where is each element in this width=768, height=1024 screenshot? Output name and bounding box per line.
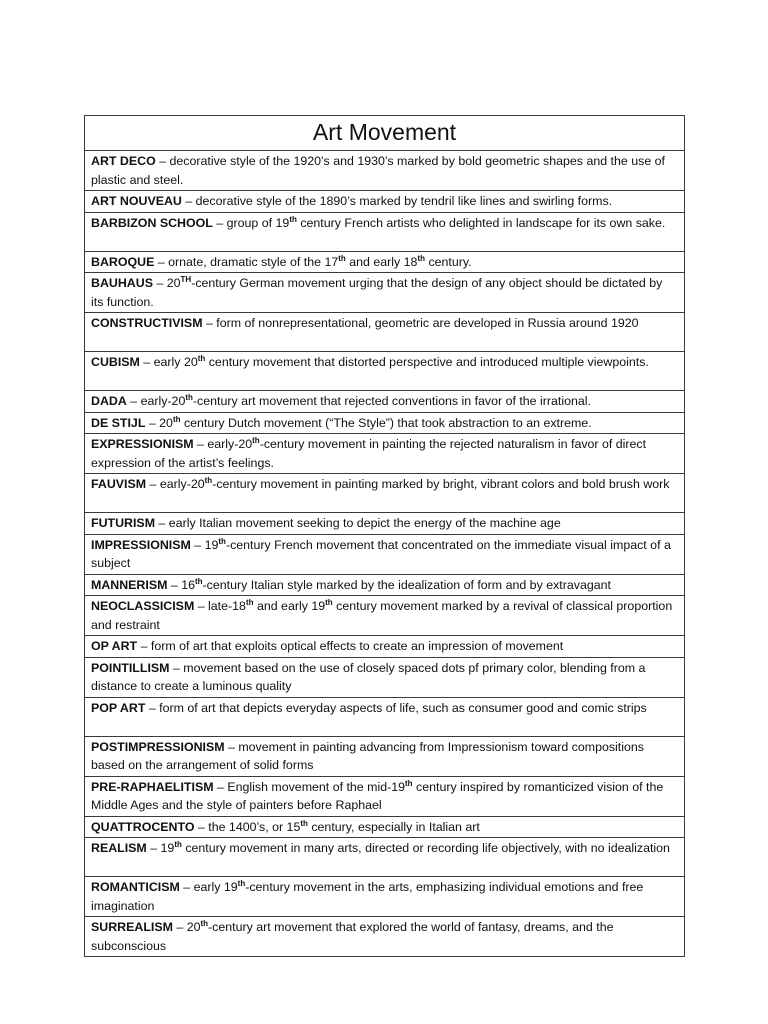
table-row [85, 391, 685, 413]
movement-definition: – 16th-century Italian style marked by the idealization of form and by extravagant [167, 576, 611, 592]
movement-term: QUATTROCENTO [91, 819, 195, 834]
movement-term: ROMANTICISM [91, 880, 180, 894]
movement-term: NEOCLASSICISM [91, 599, 195, 613]
movement-term: POINTILLISM [91, 660, 170, 675]
ordinal-superscript: th [194, 576, 203, 586]
movement-definition: – movement in painting advancing from Impressionism toward compositions based on the arrangement of solid forms [91, 739, 644, 772]
movement-term: DADA [91, 394, 127, 408]
table-row [85, 352, 685, 391]
movement-definition: – group of 19th century French artists who delighted in landscape for its own sake. [212, 214, 666, 230]
entry-cell [85, 697, 685, 736]
movement-definition: – early-20th-century movement in painting marked by bright, vibrant colors and bold brush work [146, 475, 670, 491]
table-row [85, 191, 685, 213]
ordinal-superscript: th [300, 818, 308, 828]
entry-cell [85, 313, 685, 352]
table-row [85, 838, 685, 877]
entry-cell [85, 513, 685, 535]
entry-cell [85, 412, 685, 434]
movement-term: DE STIJL [91, 415, 146, 430]
entry-cell [85, 534, 685, 574]
movement-definition: – form of art that exploits optical effects to create an impression of movement [137, 639, 564, 653]
movement-term: ART DECO [91, 154, 156, 168]
movement-term: OP ART [91, 639, 138, 653]
movement-definition: – early Italian movement seeking to depict the energy of the machine age [155, 516, 561, 530]
table-row [85, 151, 685, 191]
movement-definition: – form of art that depicts everyday aspects of life, such as consumer good and comic strips [145, 700, 647, 715]
table-row [85, 736, 685, 776]
table-row [85, 313, 685, 352]
movement-term: POP ART [91, 700, 146, 715]
title-cell [85, 116, 685, 151]
ordinal-superscript: th [338, 253, 346, 263]
movement-term: FUTURISM [91, 516, 156, 530]
movement-term: SURREALISM [91, 920, 173, 934]
movement-term: IMPRESSIONISM [91, 537, 191, 552]
ordinal-superscript: th [289, 214, 297, 224]
movement-term: BAUHAUS [91, 276, 153, 290]
table-row [85, 574, 685, 596]
entry-cell [85, 251, 685, 273]
movement-term: CUBISM [91, 355, 140, 369]
movement-definition: – early 19th-century movement in the arts, emphasizing individual emotions and free imagination [91, 878, 644, 913]
movement-definition: – 20TH-century German movement urging that the design of any object should be dictated by its function. [91, 274, 663, 309]
movement-term: FAUVISM [91, 477, 147, 491]
movement-term: ART NOUVEAU [91, 194, 182, 208]
ordinal-superscript: th [405, 778, 413, 788]
table-row [85, 434, 685, 474]
movement-term: EXPRESSIONISM [91, 437, 194, 451]
movement-definition: – 20th-century art movement that explored the world of fantasy, dreams, and the subconscious [91, 918, 614, 953]
entry-cell [85, 776, 685, 816]
table-row [85, 534, 685, 574]
ordinal-superscript: th [172, 414, 181, 424]
movement-definition: – movement based on the use of closely spaced dots pf primary color, blending from a distance to create a luminous quality [91, 660, 646, 693]
ordinal-superscript: th [174, 839, 182, 849]
table-row [85, 513, 685, 535]
table-row [85, 917, 685, 957]
table-body [85, 116, 685, 957]
movement-definition: – decorative style of the 1890’s marked by tendril like lines and swirling forms. [181, 194, 613, 208]
table-row [85, 412, 685, 434]
entry-cell [85, 657, 685, 697]
movement-definition: – early-20th-century art movement that rejected conventions in favor of the irrational. [126, 392, 591, 408]
movement-term: REALISM [91, 841, 147, 855]
table-row [85, 877, 685, 917]
table-row [85, 816, 685, 838]
movement-definition: – 20th century Dutch movement (“The Style”) that took abstraction to an extreme. [145, 414, 592, 430]
ordinal-superscript: th [245, 597, 254, 607]
ordinal-superscript: TH [180, 274, 192, 284]
movement-definition: – decorative style of the 1920’s and 1930’s marked by bold geometric shapes and the use of plastic and steel. [91, 154, 665, 187]
movement-definition: – the 1400’s, or 15th century, especially in Italian art [194, 818, 480, 834]
table-row [85, 776, 685, 816]
entry-cell [85, 474, 685, 513]
entry-cell [85, 391, 685, 413]
entry-cell [85, 736, 685, 776]
entry-cell [85, 212, 685, 251]
movement-definition: – 19th-century French movement that concentrated on the immediate visual impact of a subject [91, 536, 671, 570]
entry-cell [85, 352, 685, 391]
table-row [85, 636, 685, 658]
ordinal-superscript: th [200, 918, 209, 928]
movement-term: PRE-RAPHAELITISM [91, 779, 214, 794]
movement-term: BARBIZON SCHOOL [91, 215, 213, 230]
table-row [85, 474, 685, 513]
ordinal-superscript: th [325, 597, 333, 607]
table-row [85, 273, 685, 313]
entry-cell [85, 596, 685, 636]
entry-cell [85, 816, 685, 838]
ordinal-superscript: th [252, 435, 260, 445]
art-movement-table [84, 115, 685, 957]
table-row [85, 657, 685, 697]
table-row [85, 212, 685, 251]
movement-definition: – ornate, dramatic style of the 17th and early 18th century. [154, 253, 472, 269]
ordinal-superscript: th [417, 253, 426, 263]
entry-cell [85, 917, 685, 957]
ordinal-superscript: th [185, 392, 193, 402]
entry-cell [85, 574, 685, 596]
entry-cell [85, 838, 685, 877]
movement-definition: – early-20th-century movement in painting the rejected naturalism in favor of direct expression of the artist’s feelings. [91, 435, 647, 470]
entry-cell [85, 151, 685, 191]
ordinal-superscript: th [237, 878, 246, 888]
entry-cell [85, 636, 685, 658]
table-row [85, 251, 685, 273]
entry-cell [85, 191, 685, 213]
movement-term: CONSTRUCTIVISM [91, 316, 203, 330]
entry-cell [85, 434, 685, 474]
page-title: Art Movement [312, 119, 457, 145]
movement-definition: – late-18th and early 19th century movement marked by a revival of classical proportion and restraint [91, 597, 673, 632]
table-row [85, 596, 685, 636]
movement-definition: – form of nonrepresentational, geometric are developed in Russia around 1920 [202, 316, 639, 330]
ordinal-superscript: th [218, 536, 226, 546]
movement-definition: – 19th century movement in many arts, directed or recording life objectively, with no idealization [146, 839, 670, 855]
movement-term: MANNERISM [91, 577, 168, 592]
table-row [85, 697, 685, 736]
entry-cell [85, 273, 685, 313]
movement-term: POSTIMPRESSIONISM [91, 739, 225, 754]
movement-definition: – English movement of the mid-19th century inspired by romanticized vision of the Middle Ages and the style of painters before Raphael [91, 778, 664, 812]
movement-definition: – early 20th century movement that distorted perspective and introduced multiple viewpoints. [139, 353, 649, 369]
movement-term: BAROQUE [91, 254, 155, 269]
title-row [85, 116, 685, 151]
ordinal-superscript: th [204, 475, 213, 485]
entry-cell [85, 877, 685, 917]
ordinal-superscript: th [197, 353, 206, 363]
